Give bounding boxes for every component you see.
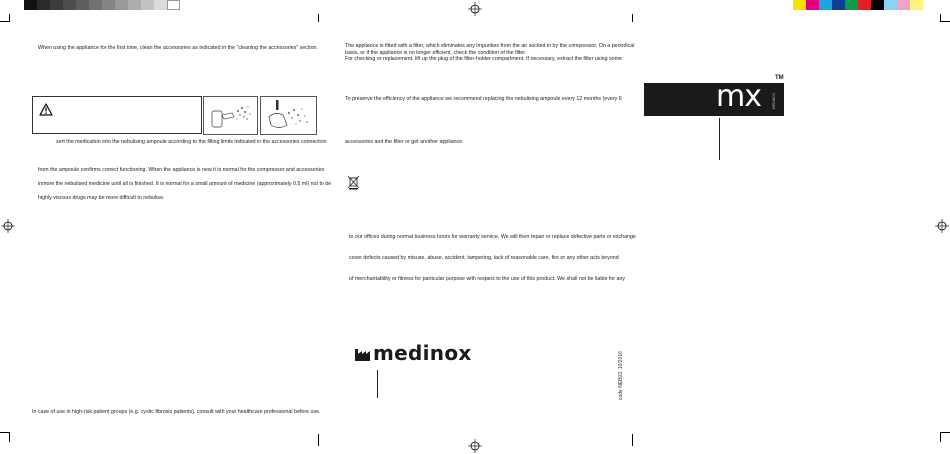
- color-swatch: [141, 0, 154, 10]
- color-bar-left: [24, 0, 180, 10]
- color-swatch: [89, 0, 102, 10]
- color-swatch: [24, 0, 37, 10]
- filter-text: For checking or replacement, lift up the plug of the filter-holder compartment. If necessary, extract the filter using some: [345, 56, 622, 62]
- factory-icon: [355, 347, 370, 361]
- color-swatch: [50, 0, 63, 10]
- footnote: In case of use in high-risk patient groups (e.g. cystic fibrosis patients), consult with your healthcare professional before use.: [32, 409, 321, 415]
- step-text: sert the medication into the nebulising ampoule according to the filling limits indicated in the accessories connection: [56, 139, 327, 145]
- color-swatch: [871, 0, 884, 10]
- crop-mark: [318, 14, 319, 22]
- brand-divider: [377, 370, 378, 398]
- accessories-text: accessories and the filter or get another appliance.: [345, 139, 464, 145]
- crossed-out-bin-icon: [347, 175, 360, 190]
- crop-mark: [940, 432, 950, 433]
- document-code: code NEB03. 10/2016: [618, 351, 624, 400]
- color-swatch: [793, 0, 806, 10]
- registration-mark-icon: [935, 219, 949, 233]
- body-line: highly viscous drugs may be more difficult to nebulise.: [38, 195, 165, 201]
- nebulizer-illustration: [260, 96, 317, 135]
- trademark-symbol: TM: [775, 75, 784, 81]
- brand-name: medinox: [373, 341, 472, 365]
- color-swatch: [37, 0, 50, 10]
- crop-mark: [940, 432, 941, 442]
- color-swatch: [884, 0, 897, 10]
- registration-mark-icon: [468, 2, 482, 16]
- nebulizer-illustration: [203, 96, 258, 135]
- color-bar-right: [793, 0, 923, 10]
- color-swatch: [128, 0, 141, 10]
- filter-text: The appliance is fitted with a filter, which eliminates any impurities from the air sucked in by the compressor. On a periodical: [345, 43, 635, 49]
- warning-box: [32, 96, 202, 134]
- body-line: inmore the nebulised medicine until all is finished. It is normal for a small amount of medicine (approximately 0.5 ml) not to be: [38, 181, 332, 187]
- crop-mark: [0, 21, 10, 22]
- crop-mark: [632, 14, 633, 22]
- color-swatch: [102, 0, 115, 10]
- warranty-text: of merchantability or fitness for particular purpose with respect to the use of this product. We shall not be liable for any: [349, 276, 626, 282]
- color-swatch: [910, 0, 923, 10]
- registration-mark-icon: [468, 439, 482, 453]
- crop-mark: [940, 21, 950, 22]
- color-swatch: [115, 0, 128, 10]
- color-swatch: [832, 0, 845, 10]
- mx-logo-text: mx: [716, 79, 761, 114]
- mx-logo: [644, 79, 784, 116]
- intro-paragraph: When using the appliance for the first time, clean the accessories as indicated in the "cleaning the accessories" section.: [38, 45, 318, 51]
- crop-mark: [9, 432, 10, 442]
- efficiency-text: To preserve the efficiency of the appliance we recommend replacing the nebulising ampoule every 12 months (every 6: [345, 96, 622, 102]
- color-swatch: [154, 0, 167, 10]
- body-line: from the ampoule confirms correct functioning. When the appliance is new it is normal for the compressor and accessories: [38, 167, 325, 173]
- crop-mark: [0, 432, 10, 433]
- color-swatch: [167, 0, 180, 10]
- color-swatch: [63, 0, 76, 10]
- logo-divider: [719, 118, 720, 160]
- registration-mark-icon: [1, 219, 15, 233]
- crop-mark: [632, 434, 633, 446]
- color-swatch: [845, 0, 858, 10]
- color-swatch: [76, 0, 89, 10]
- color-swatch: [897, 0, 910, 10]
- color-swatch: [858, 0, 871, 10]
- filter-text: basis, or if the appliance is no longer efficient, check the condition of the filter: [345, 50, 526, 56]
- warranty-text: to our offices during normal business hours for warranty service. We will then repair or replace defective parts or exchange: [349, 234, 636, 240]
- warning-triangle-icon: [39, 103, 53, 116]
- crop-mark: [318, 434, 319, 446]
- color-swatch: [806, 0, 819, 10]
- mx-logo-vertical-text: MEDINOX: [772, 92, 776, 109]
- color-swatch: [819, 0, 832, 10]
- warranty-text: cover defects caused by misuse, abuse, accident, tampering, lack of reasonable care, fire or any other acts beyond: [349, 255, 619, 261]
